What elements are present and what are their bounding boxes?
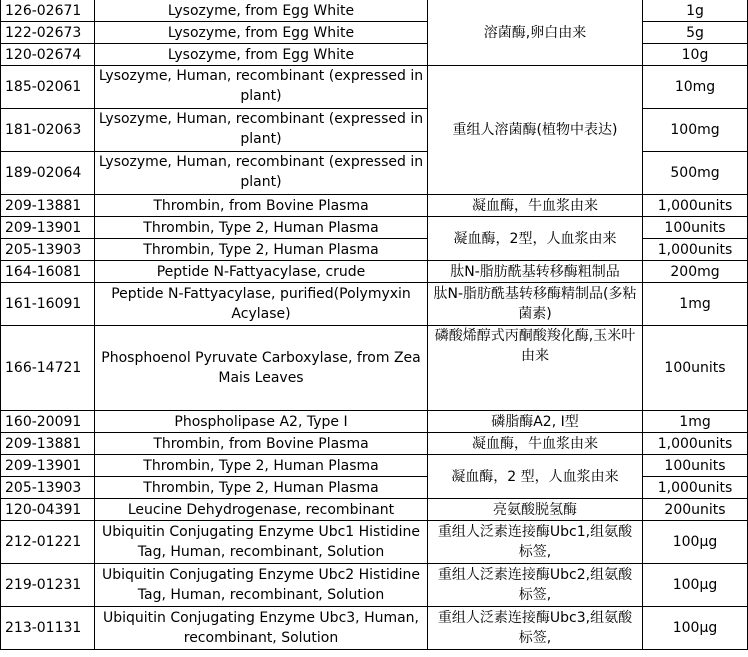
product-name: Lysozyme, Human, recombinant (expressed in plant) [95, 66, 428, 109]
table-row [1, 66, 748, 109]
quantity: 1mg [643, 411, 748, 433]
quantity: 1g [643, 0, 748, 22]
catalog-code: 164-16081 [1, 261, 95, 283]
chinese-name: 重组人泛素连接酶Ubc1,组氨酸标签, [428, 521, 643, 564]
catalog-code: 122-02673 [1, 22, 95, 44]
table-row [1, 455, 748, 477]
catalog-code: 185-02061 [1, 66, 95, 109]
chinese-name: 凝血酶，牛血浆由来 [428, 433, 643, 455]
table-row [1, 433, 748, 455]
product-name: Ubiquitin Conjugating Enzyme Ubc3, Human, recombinant, Solution [95, 607, 428, 650]
table-row [1, 261, 748, 283]
quantity: 200units [643, 499, 748, 521]
chinese-name: 重组人泛素连接酶Ubc3,组氨酸标签, [428, 607, 643, 650]
table-row [1, 521, 748, 564]
catalog-code: 213-01131 [1, 607, 95, 650]
product-name: Phosphoenol Pyruvate Carboxylase, from Zea Mais Leaves [95, 326, 428, 411]
product-name: Leucine Dehydrogenase, recombinant [95, 499, 428, 521]
quantity: 100μg [643, 607, 748, 650]
product-name: Thrombin, from Bovine Plasma [95, 433, 428, 455]
quantity: 1mg [643, 283, 748, 326]
quantity: 100units [643, 326, 748, 411]
chinese-name: 溶菌酶,卵白由来 [428, 0, 643, 66]
quantity: 500mg [643, 152, 748, 195]
catalog-code: 219-01231 [1, 564, 95, 607]
chinese-name: 肽N-脂肪酰基转移酶精制品(多粘菌素) [428, 283, 643, 326]
catalog-code: 181-02063 [1, 109, 95, 152]
product-name: Lysozyme, Human, recombinant (expressed in plant) [95, 109, 428, 152]
product-name: Thrombin, from Bovine Plasma [95, 195, 428, 217]
product-name: Thrombin, Type 2, Human Plasma [95, 455, 428, 477]
quantity: 100mg [643, 109, 748, 152]
product-name: Thrombin, Type 2, Human Plasma [95, 217, 428, 239]
chinese-name: 凝血酶，2型，人血浆由来 [428, 217, 643, 261]
quantity: 1,000units [643, 195, 748, 217]
chinese-name: 凝血酶，2 型，人血浆由来 [428, 455, 643, 499]
quantity: 100μg [643, 521, 748, 564]
catalog-code: 205-13903 [1, 239, 95, 261]
catalog-code: 209-13881 [1, 195, 95, 217]
chinese-name: 磷酸烯醇式丙酮酸羧化酶,玉米叶由来 [428, 326, 643, 411]
catalog-code: 161-16091 [1, 283, 95, 326]
quantity: 10mg [643, 66, 748, 109]
product-name: Peptide N-Fattyacylase, crude [95, 261, 428, 283]
product-name: Lysozyme, from Egg White [95, 44, 428, 66]
table-row [1, 283, 748, 326]
chinese-name: 重组人泛素连接酶Ubc2,组氨酸标签, [428, 564, 643, 607]
catalog-code: 160-20091 [1, 411, 95, 433]
table-row [1, 217, 748, 239]
table-row [1, 607, 748, 650]
catalog-code: 120-02674 [1, 44, 95, 66]
product-name: Thrombin, Type 2, Human Plasma [95, 477, 428, 499]
catalog-code: 120-04391 [1, 499, 95, 521]
chinese-name: 磷脂酶A2, I型 [428, 411, 643, 433]
table-row [1, 499, 748, 521]
quantity: 100μg [643, 564, 748, 607]
product-name: Ubiquitin Conjugating Enzyme Ubc1 Histidine Tag, Human, recombinant, Solution [95, 521, 428, 564]
product-name: Peptide N-Fattyacylase, purified(Polymyxin Acylase) [95, 283, 428, 326]
table-row [1, 564, 748, 607]
catalog-code: 209-13901 [1, 455, 95, 477]
catalog-code: 212-01221 [1, 521, 95, 564]
catalog-code: 166-14721 [1, 326, 95, 411]
quantity: 1,000units [643, 433, 748, 455]
quantity: 100units [643, 217, 748, 239]
quantity: 1,000units [643, 239, 748, 261]
chinese-name: 肽N-脂肪酰基转移酶粗制品 [428, 261, 643, 283]
quantity: 100units [643, 455, 748, 477]
table-row [1, 326, 748, 411]
quantity: 10g [643, 44, 748, 66]
chinese-name: 重组人溶菌酶(植物中表达) [428, 66, 643, 195]
product-name: Thrombin, Type 2, Human Plasma [95, 239, 428, 261]
catalog-code: 189-02064 [1, 152, 95, 195]
chinese-name: 凝血酶，牛血浆由来 [428, 195, 643, 217]
quantity: 200mg [643, 261, 748, 283]
catalog-code: 205-13903 [1, 477, 95, 499]
product-name: Lysozyme, from Egg White [95, 22, 428, 44]
catalog-code: 126-02671 [1, 0, 95, 22]
table-row [1, 0, 748, 22]
catalog-code: 209-13901 [1, 217, 95, 239]
catalog-code: 209-13881 [1, 433, 95, 455]
table-row [1, 195, 748, 217]
product-name: Lysozyme, from Egg White [95, 0, 428, 22]
quantity: 1,000units [643, 477, 748, 499]
product-name: Phospholipase A2, Type I [95, 411, 428, 433]
table-row [1, 411, 748, 433]
product-name: Lysozyme, Human, recombinant (expressed in plant) [95, 152, 428, 195]
chinese-name: 亮氨酸脱氢酶 [428, 499, 643, 521]
quantity: 5g [643, 22, 748, 44]
product-name: Ubiquitin Conjugating Enzyme Ubc2 Histidine Tag, Human, recombinant, Solution [95, 564, 428, 607]
